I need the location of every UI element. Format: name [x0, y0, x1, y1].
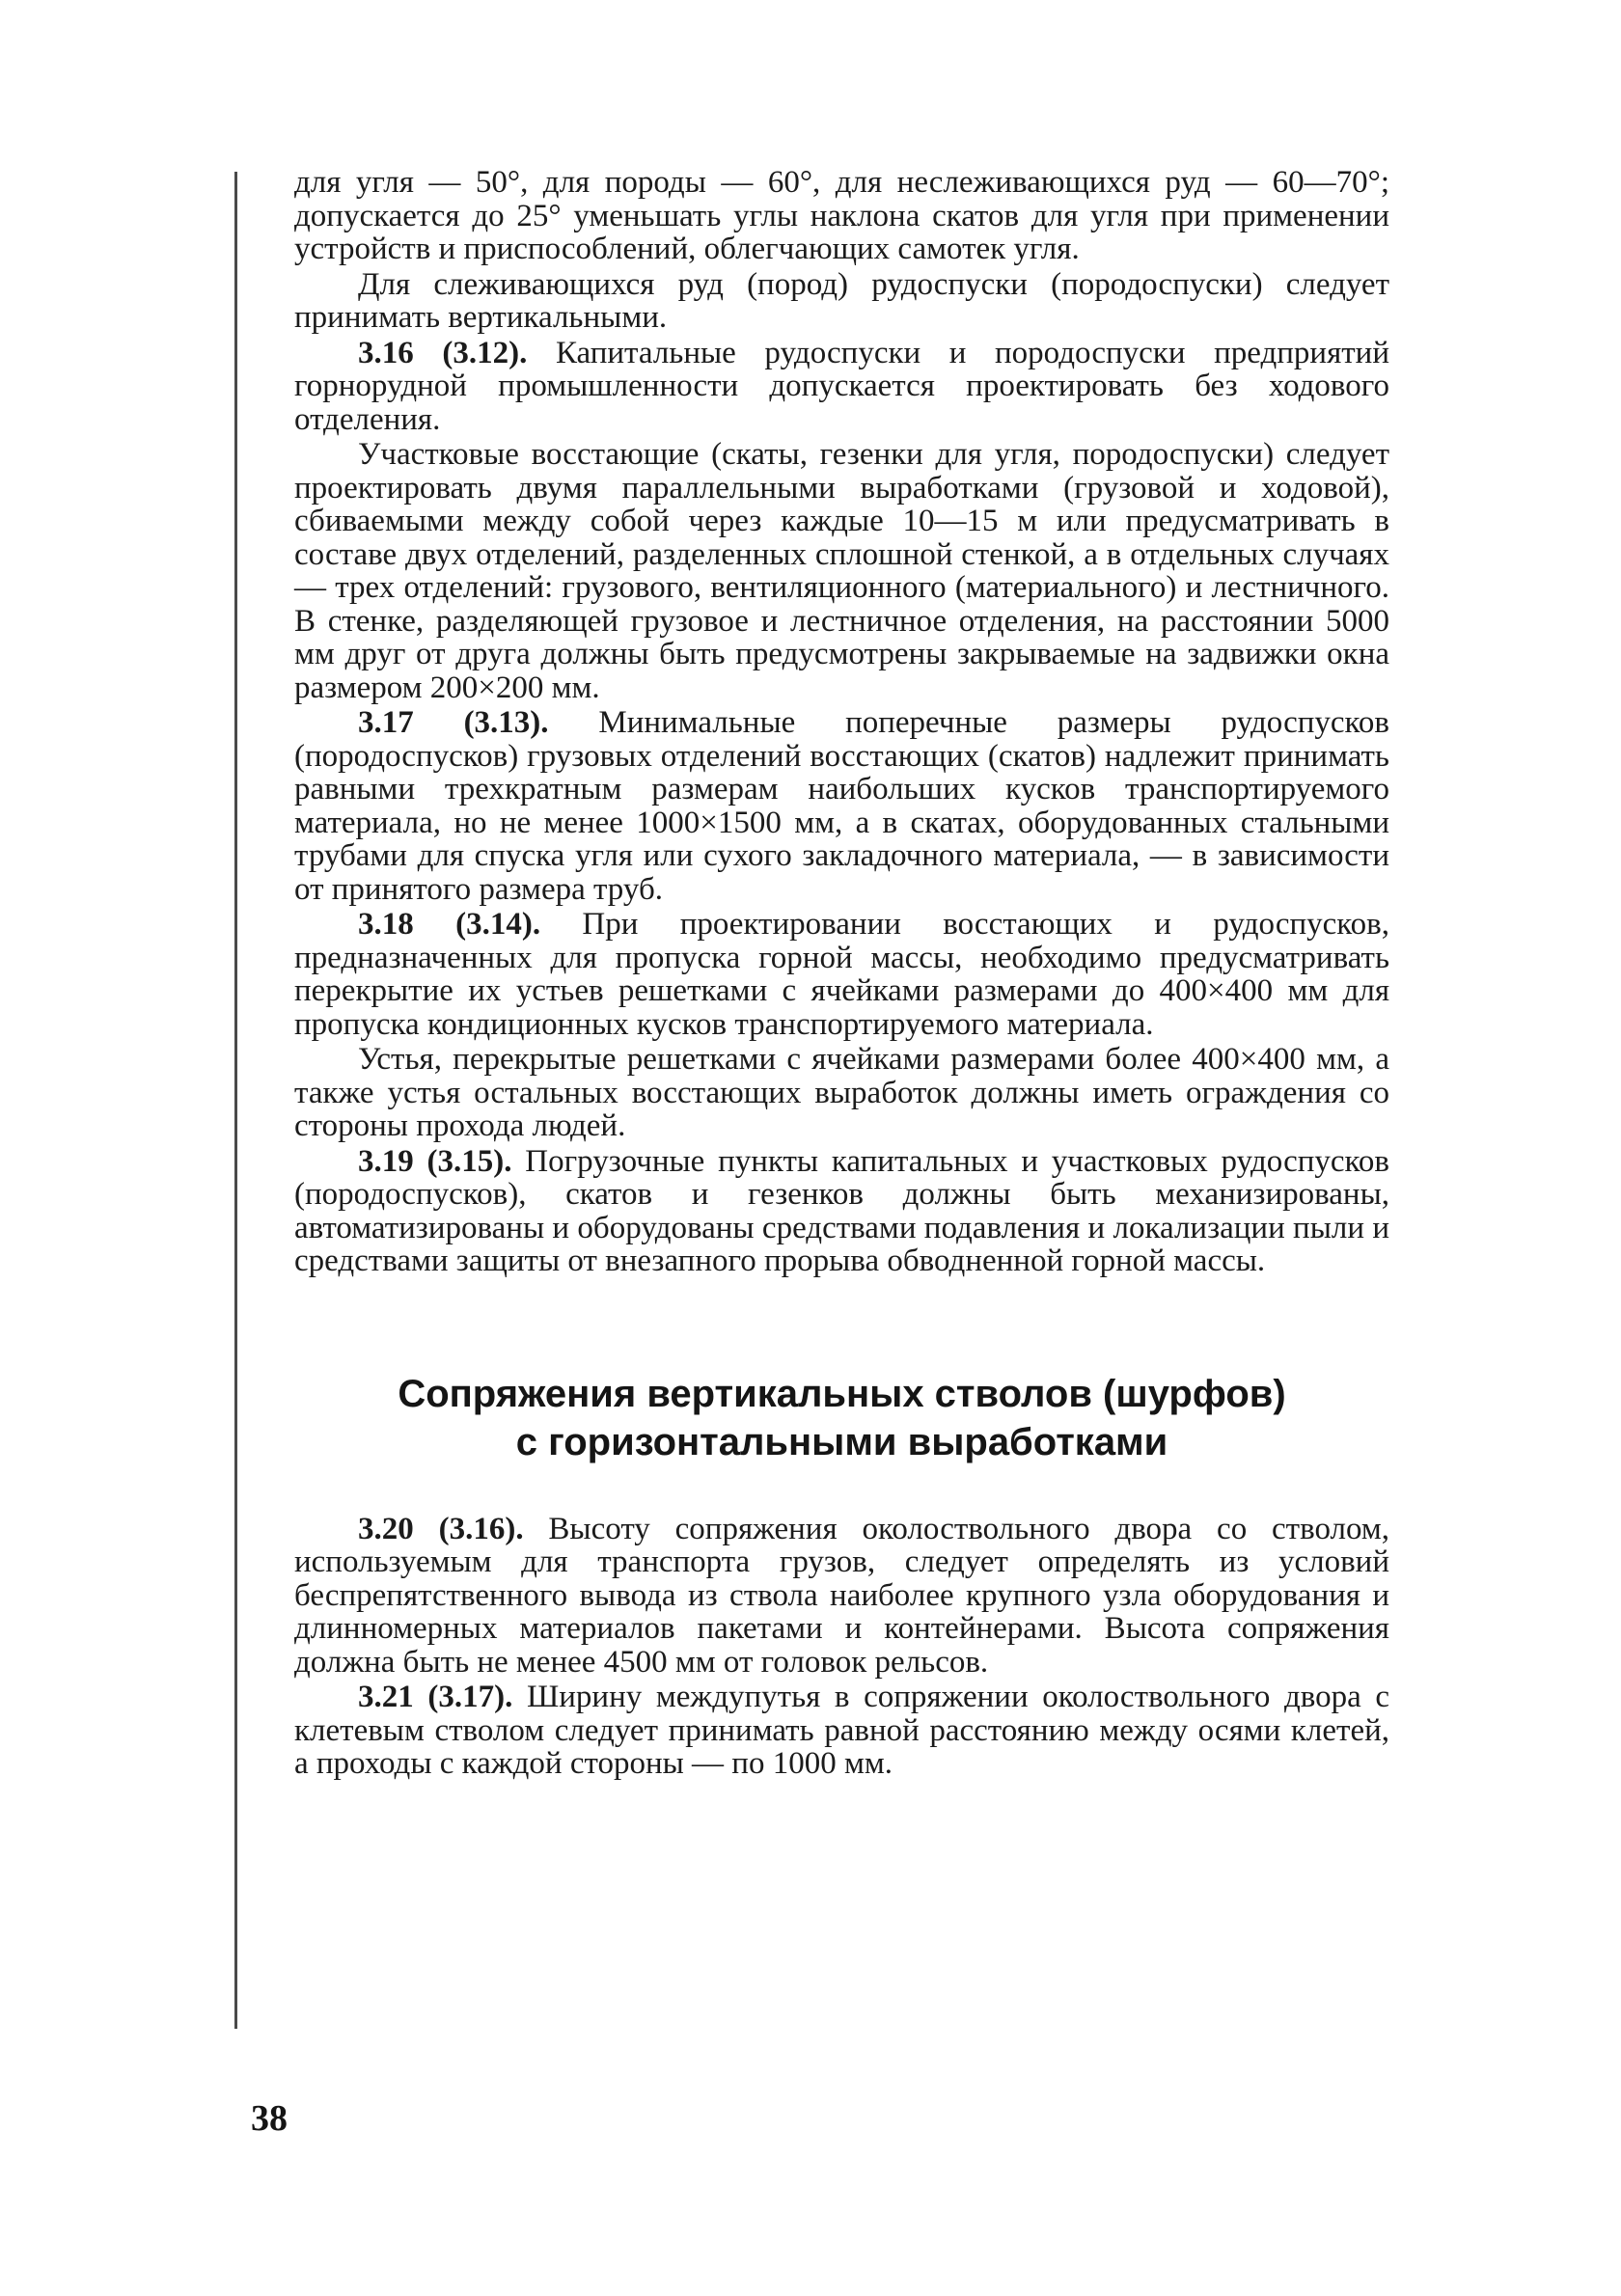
paragraph-text: При проектировании восстающих и рудоспусков, предназначенных для пропуска горной массы, необходимо предусматривать перекрытие их устьев решетками с ячейками размерами до 400×400 мм для пропуска кондиционных кусков транспортируемого материала. — [294, 907, 1389, 1042]
paragraph-text: Участковые восстающие (скаты, гезенки для угля, породоспуски) следует проектировать двумя параллельными выработками (грузовой и ходовой), сбиваемыми между собой через каждые 10—15 м или предусматривать в составе двух отделений, разделенных сплошной стенкой, а в отдельных случаях — трех отделений: грузового, вентиляционного (материального) и лестничного. В стенке, разделяющей грузовое и лестничное отделения, на расстоянии 5000 мм друг от друга должны быть предусмотрены закрываемые на задвижки окна размером 200×200 мм. — [294, 437, 1389, 705]
clause-number: 3.18 (3.14). — [358, 907, 541, 942]
clause-3-16 — [294, 337, 1389, 437]
margin-rule — [234, 172, 237, 2029]
paragraph-continuation — [294, 166, 1389, 266]
paragraph-text: Ширину междупутья в сопряжении околоствольного двора с клетевым стволом следует принимать равной расстоянию между осями клетей, а проходы с каждой стороны — по 1000 мм. — [294, 1680, 1389, 1781]
clause-number: 3.21 (3.17). — [358, 1680, 513, 1714]
clause-number: 3.16 (3.12). — [358, 335, 528, 370]
paragraph-text: Устья, перекрытые решетками с ячейками размерами более 400×400 мм, а также устья остальных восстающих выработок должны иметь ограждения со стороны прохода людей. — [294, 1042, 1389, 1143]
clause-number: 3.17 (3.13). — [358, 705, 549, 740]
paragraph-settling-ores — [294, 268, 1389, 335]
paragraph-text: Погрузочные пункты капитальных и участковых рудоспусков (породоспусков), скатов и гезенков должны быть механизированы, автоматизированы и оборудованы средствами подавления и локализации пыли и средствами защиты от внезапного прорыва обводненной горной массы. — [294, 1143, 1389, 1278]
paragraph-collars — [294, 1043, 1389, 1143]
clause-number: 3.20 (3.16). — [358, 1511, 524, 1546]
paragraph-section-raises — [294, 438, 1389, 704]
paragraph-text: для угля — 50°, для породы — 60°, для неслеживающихся руд — 60—70°; допускается до 25° уменьшать углы наклона скатов для угля при применении устройств и приспособлений, облегчающих самотек угля. — [294, 165, 1389, 266]
paragraph-text: Минимальные поперечные размеры рудоспусков (породоспусков) грузовых отделений восстающих (скатов) надлежит принимать равными трехкратным размерам наибольших кусков транспортируемого материала, но не менее 1000×1500 мм, а в скатах, оборудованных стальными трубами для спуска угля или сухого закладочного материала, — в зависимости от принятого размера труб. — [294, 705, 1389, 907]
paragraph-text: Для слеживающихся руд (пород) рудоспуски (породоспуски) следует принимать вертикальными. — [294, 266, 1389, 335]
section-heading — [294, 1370, 1389, 1466]
clause-3-17 — [294, 706, 1389, 906]
section-heading-line-1: Сопряжения вертикальных стволов (шурфов) — [398, 1372, 1286, 1415]
paragraph-text: Высоту сопряжения околоствольного двора со стволом, используемым для транспорта грузов, следует определять из условий беспрепятственного вывода из ствола наиболее крупного узла оборудования и длинномерных материалов пакетами и контейнерами. Высота сопряжения должна быть не менее 4500 мм от головок рельсов. — [294, 1511, 1389, 1680]
clause-3-21 — [294, 1681, 1389, 1781]
clause-number: 3.19 (3.15). — [358, 1143, 512, 1179]
clause-3-19 — [294, 1145, 1389, 1278]
clause-3-20 — [294, 1513, 1389, 1680]
section-heading-line-2: с горизонтальными выработками — [515, 1420, 1168, 1463]
clause-3-18 — [294, 908, 1389, 1041]
page-body — [294, 166, 1389, 1781]
paragraph-text: Капитальные рудоспуски и породоспуски предприятий горнорудной промышленности допускается проектировать без ходового отделения. — [294, 335, 1389, 437]
page-number: 38 — [251, 2098, 288, 2139]
